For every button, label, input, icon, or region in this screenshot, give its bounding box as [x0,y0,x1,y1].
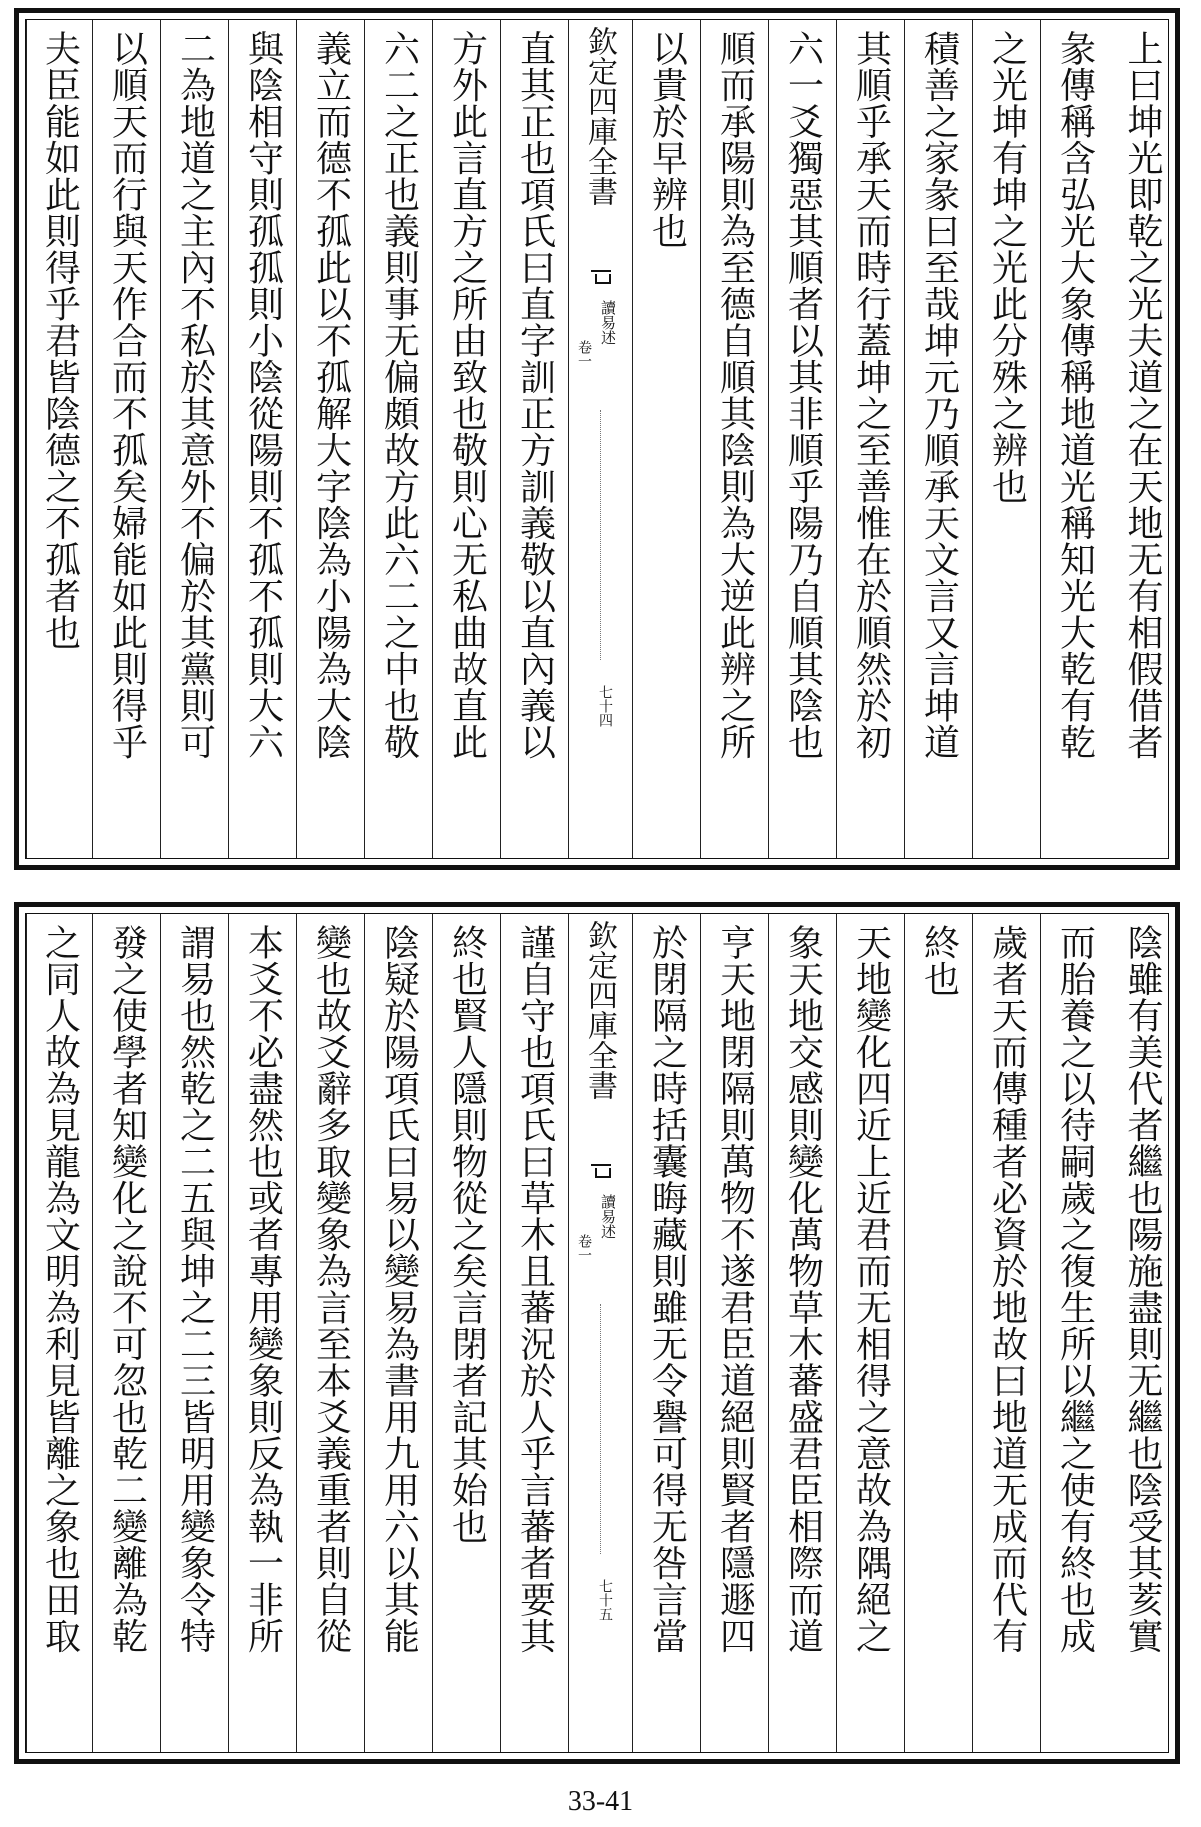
text-column: 天地變化四近上近君而无相得之意故為隅絕之 [836,914,904,1752]
scan-page-bottom [14,902,1180,1764]
text-column: 六二之正也義則事无偏頗故方此六二之中也敬 [364,20,432,858]
page-caption: 33-41 [567,1786,634,1817]
margin-page-number: 七十五 [597,1579,613,1621]
text-column: 陰雖有美代者繼也陽施盡則无繼也陰受其荄實 [1122,924,1163,1654]
text-column: 謹自守也項氏曰草木且蕃況於人乎言蕃者要其 [500,914,568,1752]
margin-book-title: 讀易述 [599,300,617,345]
text-column: 彖傳稱含弘光大象傳稱地道光稱知光大乾有乾 [1040,20,1108,858]
text-column: 發之使學者知變化之說不可忽也乾二變離為乾 [92,914,160,1752]
margin-juan: 卷一 [576,1234,592,1262]
margin-juan: 卷一 [576,340,592,368]
margin-title: 欽定四庫全書 [582,26,617,206]
text-column: 方外此言直方之所由致也敬則心无私曲故直此 [432,20,500,858]
scan-page-top [14,8,1180,870]
center-margin [568,20,632,858]
fishtail-mark [591,270,611,288]
text-column: 義立而德不孤此以不孤解大字陰為小陽為大陰 [296,20,364,858]
text-column: 順而承陽則為至德自順其陰則為大逆此辨之所 [700,20,768,858]
text-column: 本爻不必盡然也或者專用變象則反為執一非所 [228,914,296,1752]
margin-page-number: 七十四 [597,685,613,727]
text-column: 歲者天而傳種者必資於地故曰地道无成而代有 [972,914,1040,1752]
margin-book-title: 讀易述 [599,1194,617,1239]
text-column: 直其正也項氏曰直字訓正方訓義敬以直內義以 [500,20,568,858]
text-column: 上曰坤光即乾之光夫道之在天地无有相假借者 [1122,30,1163,760]
margin-rule [600,410,601,660]
margin-title: 欽定四庫全書 [582,920,617,1100]
text-column: 夫臣能如此則得乎君皆陰德之不孤者也 [26,20,92,858]
text-column: 與陰相守則孤孤則小陰從陽則不孤不孤則大六 [228,20,296,858]
fishtail-mark [591,1164,611,1182]
text-column: 象天地交感則變化萬物草木蕃盛君臣相際而道 [768,914,836,1752]
text-column: 亨天地閉隔則萬物不遂君臣道絕則賢者隱遯四 [700,914,768,1752]
page-frame [25,19,1169,859]
text-column: 終也 [904,914,972,1752]
text-column: 之光坤有坤之光此分殊之辨也 [972,20,1040,858]
text-column: 終也賢人隱則物從之矣言閉者記其始也 [432,914,500,1752]
text-column: 變也故爻辭多取變象為言至本爻義重者則自從 [296,914,364,1752]
text-column: 以貴於早辨也 [632,20,700,858]
text-column: 以順天而行與天作合而不孤矣婦能如此則得乎 [92,20,160,858]
text-column: 於閉隔之時括囊晦藏則雖无令譽可得无咎言當 [632,914,700,1752]
text-column: 謂易也然乾之二五與坤之二三皆明用變象令特 [160,914,228,1752]
text-column: 陰疑於陽項氏曰易以變易為書用九用六以其能 [364,914,432,1752]
margin-rule [600,1304,601,1554]
text-column: 之同人故為見龍為文明為利見皆離之象也田取 [26,914,92,1752]
text-column: 積善之家彖曰至哉坤元乃順承天文言又言坤道 [904,20,972,858]
text-column: 二為地道之主內不私於其意外不偏於其黨則可 [160,20,228,858]
text-column: 六一爻獨惡其順者以其非順乎陽乃自順其陰也 [768,20,836,858]
text-column: 而胎養之以待嗣歲之復生所以繼之使有終也成 [1040,914,1108,1752]
page-frame [25,913,1169,1753]
center-margin [568,914,632,1752]
text-column: 其順乎承天而時行蓋坤之至善惟在於順然於初 [836,20,904,858]
